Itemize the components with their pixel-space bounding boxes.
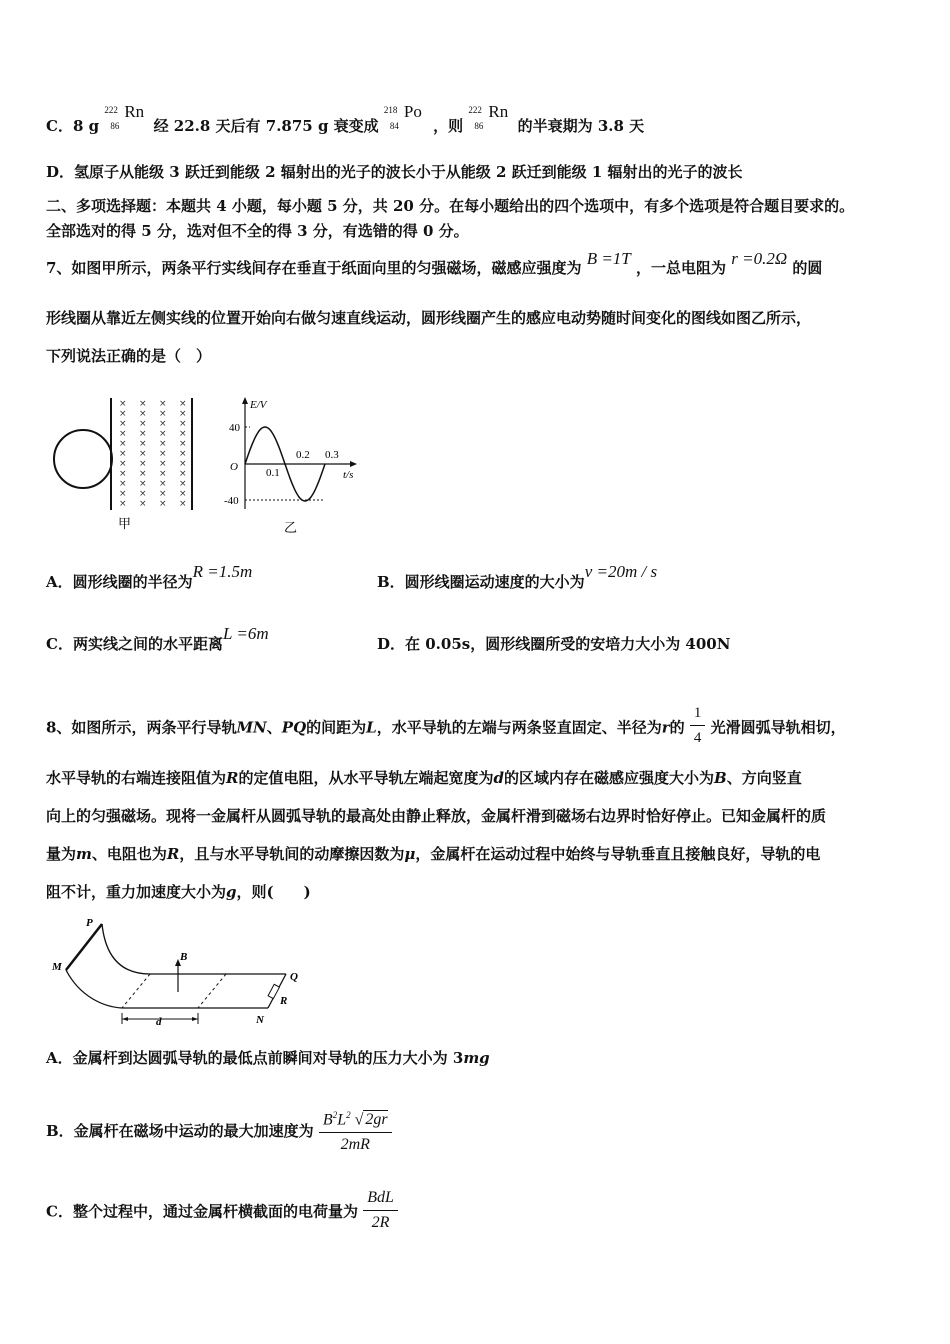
q8-var-pq: PQ	[281, 718, 307, 737]
field-cross: ×	[159, 419, 167, 429]
field-cross: ×	[119, 489, 127, 499]
d-arrow-left	[122, 1017, 128, 1021]
q7-b-text: B．圆形线圈运动速度的大小为	[377, 573, 585, 591]
isotope-symbol: Rn	[488, 102, 509, 121]
q7-r-expr: r =0.2Ω	[731, 249, 788, 268]
num-sqrt: 2gr	[365, 1111, 388, 1129]
field-cross: ×	[179, 479, 187, 489]
tick-0-3: 0.3	[325, 449, 339, 461]
isotope-mass: 222	[104, 105, 118, 115]
field-cross: ×	[119, 399, 127, 409]
isotope-rn-2	[468, 102, 512, 136]
num-part: L	[337, 1111, 347, 1129]
field-cross: ×	[139, 469, 147, 479]
rail-mn	[66, 970, 268, 1008]
frac-num: 1	[690, 703, 706, 726]
q8-option-c	[46, 1190, 398, 1235]
q8-stem-line3: 向上的匀强磁场。现将一金属杆从圆弧导轨的最高处由静止释放，金属杆滑到磁场右边界时恰好停止。已知金属杆的质	[46, 807, 827, 825]
q8-var-b: B	[714, 769, 727, 787]
q8-text: 的	[669, 718, 685, 737]
q7-stem-line3: 下列说法正确的是（ ）	[46, 347, 212, 365]
quarter-fraction	[690, 703, 706, 748]
q8-b-numerator: $B^2L^2$ √ 2gr	[319, 1105, 392, 1133]
field-cross: ×	[179, 449, 187, 459]
q8-text: 阻不计，重力加速度大小为	[46, 883, 227, 901]
field-cross: ×	[119, 429, 127, 439]
label-b: B	[180, 951, 188, 963]
q8-text: ，则( )	[236, 883, 311, 901]
q8-text: 量为	[46, 845, 77, 863]
field-cross: ×	[179, 469, 187, 479]
q8-var-mn: MN	[236, 718, 267, 737]
q7-text-c: 的圆	[792, 259, 823, 277]
field-cross: ×	[159, 479, 167, 489]
q8-text: 8、如图所示，两条平行导轨	[46, 718, 237, 737]
field-cross: ×	[159, 469, 167, 479]
field-cross: ×	[159, 439, 167, 449]
coil-circle	[54, 430, 112, 488]
field-cross: ×	[159, 449, 167, 459]
isotope-mass: 222	[468, 105, 482, 115]
isotope-symbol: Rn	[124, 102, 145, 121]
q7-c-text: C．两实线之间的水平距离	[46, 635, 223, 653]
q8-sep: 、	[266, 718, 282, 737]
q8-text: 的定值电阻，从水平导轨左端起宽度为	[238, 769, 494, 787]
q6-option-d: D．氢原子从能级 3 跃迁到能级 2 辐射出的光子的波长小于从能级 2 跃迁到能级 1 辐射出的光子的波长	[46, 163, 743, 181]
q8-var-l: L	[366, 718, 377, 737]
q8-text: 水平导轨的右端连接阻值为	[46, 769, 227, 787]
q7-option-c	[46, 624, 269, 654]
q7-option-b	[377, 562, 658, 592]
tick-pos-40: 40	[229, 422, 240, 434]
field-cross: ×	[159, 459, 167, 469]
field-cross: ×	[159, 489, 167, 499]
tick-0-1: 0.1	[266, 467, 280, 479]
q7-stem-line1	[46, 249, 823, 278]
q8-c-denominator: 2R	[371, 1214, 390, 1231]
label-jia: 甲	[118, 517, 132, 532]
q8-figure	[46, 912, 316, 1032]
field-cross: ×	[179, 409, 187, 419]
field-cross: ×	[139, 419, 147, 429]
e-axis-label: E/V	[250, 399, 267, 411]
field-cross: ×	[119, 409, 127, 419]
q8-stem-line4	[46, 844, 820, 864]
field-cross: ×	[159, 499, 167, 509]
tick-0-2: 0.2	[296, 449, 310, 461]
q7-a-expr: R =1.5m	[192, 562, 253, 581]
label-n: N	[256, 1014, 264, 1026]
q8-stem-line1	[46, 706, 846, 751]
field-cross: ×	[179, 399, 187, 409]
label-yi: 乙	[284, 521, 298, 536]
field-cross: ×	[139, 429, 147, 439]
q7-figure	[50, 392, 380, 542]
label-q: Q	[290, 971, 298, 983]
field-cross: ×	[179, 489, 187, 499]
q8-var-r-big: R	[226, 769, 239, 787]
q6-option-c	[46, 102, 645, 136]
t-axis-label: t/s	[343, 469, 354, 481]
q8-c-formula	[363, 1188, 398, 1233]
field-cross: ×	[139, 409, 147, 419]
tick-neg-40: -40	[224, 495, 239, 507]
q8-c-text: C．整个过程中，通过金属杆横截面的电荷量为	[46, 1202, 358, 1221]
field-left-edge	[122, 974, 150, 1008]
q6-c-mid: 经 22.8 天后有 7.875 g 衰变成	[153, 117, 379, 135]
isotope-z: 86	[474, 121, 484, 131]
q8-var-r: r	[661, 718, 670, 737]
q8-a-var: mg	[463, 1049, 490, 1067]
isotope-symbol: Po	[403, 102, 422, 121]
q8-text: 、方向竖直	[726, 769, 802, 787]
field-cross: ×	[179, 459, 187, 469]
q8-text: ，且与水平导轨间的动摩擦因数为	[179, 845, 405, 863]
q7-b-expr: B =1T	[586, 249, 631, 268]
q7-option-a	[46, 562, 253, 592]
q8-text: 的间距为	[306, 718, 367, 737]
q8-stem-line2	[46, 768, 802, 788]
field-cross: ×	[119, 449, 127, 459]
q6-c-suffix: 的半衰期为 3.8 天	[517, 117, 645, 135]
resistor-symbol	[268, 984, 279, 998]
frac-den: 4	[693, 730, 702, 746]
isotope-po	[383, 102, 428, 136]
q8-option-b	[46, 1107, 392, 1157]
q8-var-mu: μ	[404, 845, 416, 863]
field-cross: ×	[139, 489, 147, 499]
field-cross: ×	[159, 429, 167, 439]
q8-stem-line5	[46, 882, 311, 902]
field-cross: ×	[179, 429, 187, 439]
label-m: M	[52, 961, 62, 973]
field-cross: ×	[179, 419, 187, 429]
field-cross: ×	[119, 439, 127, 449]
field-cross: ×	[179, 439, 187, 449]
field-cross: ×	[139, 449, 147, 459]
q8-var-r-big: R	[166, 845, 180, 863]
isotope-z: 84	[389, 121, 399, 131]
q8-b-text: B．金属杆在磁场中运动的最大加速度为	[46, 1122, 314, 1141]
curved-rail-top-left	[66, 924, 102, 970]
q8-b-denominator: 2mR	[340, 1136, 370, 1154]
q8-var-d: d	[493, 769, 504, 787]
field-cross: ×	[119, 419, 127, 429]
isotope-z: 86	[110, 121, 120, 131]
num-exp: 2	[332, 1110, 338, 1120]
field-cross: ×	[119, 479, 127, 489]
q7-stem-line2: 形线圈从靠近左侧实线的位置开始向右做匀速直线运动，圆形线圈产生的感应电动势随时间变化的图线如图乙所示，	[46, 309, 812, 327]
q8-option-a	[46, 1048, 490, 1068]
q8-text: 光滑圆弧导轨相切，	[710, 718, 846, 737]
q7-c-expr: L =6m	[222, 624, 269, 643]
section2-line1: 二、多项选择题：本题共 4 小题，每小题 5 分，共 20 分。在每小题给出的四个选项中，有多个选项是符合题目要求的。	[46, 197, 855, 215]
label-r: R	[280, 995, 288, 1007]
q8-var-m: m	[76, 845, 92, 863]
field-cross: ×	[179, 499, 187, 509]
section2-line2: 全部选对的得 5 分，选对但不全的得 3 分，有选错的得 0 分。	[46, 222, 469, 240]
q7-a-text: A．圆形线圈的半径为	[46, 573, 193, 591]
q7-text-b: ，一总电阻为	[635, 259, 726, 277]
field-right-edge	[198, 974, 226, 1008]
num-exp: 2	[346, 1110, 351, 1120]
q7-b-expr: v =20m / s	[584, 562, 658, 581]
magnetic-field-crosses	[119, 399, 187, 509]
e-axis-arrow	[242, 397, 248, 404]
q8-var-g: g	[226, 883, 237, 901]
field-cross: ×	[119, 469, 127, 479]
origin-label: O	[230, 461, 238, 473]
field-cross: ×	[159, 399, 167, 409]
field-cross: ×	[139, 399, 147, 409]
q8-b-formula	[319, 1105, 392, 1155]
q8-c-numerator: BdL	[363, 1188, 398, 1211]
q8-text: ，金属杆在运动过程中始终与导轨垂直且接触良好，导轨的电	[415, 845, 821, 863]
label-d: d	[156, 1016, 162, 1028]
num-part: B	[322, 1111, 333, 1129]
q8-a-text: A．金属杆到达圆弧导轨的最低点前瞬间对导轨的压力大小为 3	[46, 1049, 464, 1067]
field-cross: ×	[139, 439, 147, 449]
field-cross: ×	[139, 499, 147, 509]
field-cross: ×	[119, 499, 127, 509]
d-arrow-right	[192, 1017, 198, 1021]
field-cross: ×	[139, 479, 147, 489]
q7-option-d: D．在 0.05s，圆形线圈所受的安培力大小为 400N	[377, 635, 731, 653]
q7-text-a: 7、如图甲所示，两条平行实线间存在垂直于纸面向里的匀强磁场，磁感应强度为	[46, 259, 582, 277]
isotope-mass: 218	[383, 105, 398, 115]
q6-c-prefix: C．8 g	[46, 117, 100, 135]
q8-text: 、电阻也为	[91, 845, 167, 863]
t-axis-arrow	[350, 461, 357, 467]
q8-text: ，水平导轨的左端与两条竖直固定、半径为	[376, 718, 662, 737]
q8-text: 的区域内存在磁感应强度大小为	[504, 769, 715, 787]
field-cross: ×	[159, 409, 167, 419]
label-p: P	[86, 917, 93, 929]
field-cross: ×	[119, 459, 127, 469]
isotope-rn	[104, 102, 148, 136]
rail-pq	[102, 924, 286, 974]
q6-c-mid2: ，则	[433, 117, 464, 135]
field-cross: ×	[139, 459, 147, 469]
